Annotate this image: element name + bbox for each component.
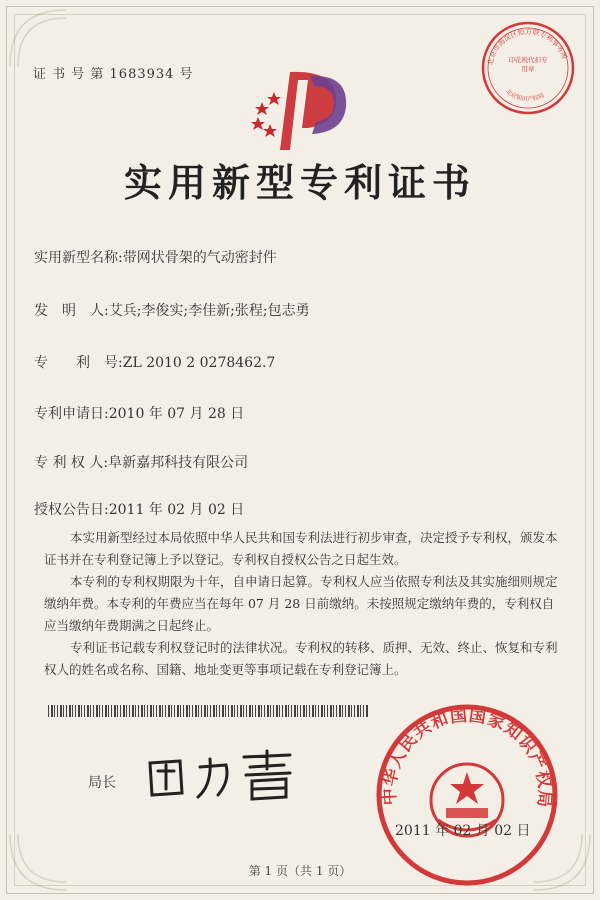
field-value: 带网状骨架的气动密封件 [122, 250, 277, 266]
page-title: 实用新型专利证书 [123, 160, 476, 205]
field-value: 阜新嘉邦科技有限公司 [108, 455, 249, 471]
barcode [48, 705, 368, 717]
field-label: 专 利 号: [34, 355, 123, 371]
corner-ornament-icon [8, 832, 68, 892]
page-footer: 第 1 页（共 1 页） [248, 864, 352, 878]
field-label: 专利申请日: [34, 406, 109, 422]
director-signature [140, 745, 310, 805]
field-inventor [34, 300, 310, 320]
field-value: 2011 年 02 月 02 日 [108, 502, 245, 518]
field-patentee [34, 452, 248, 472]
corner-ornament-icon [8, 8, 68, 68]
body-paragraph-1: 本实用新型经过本局依照中华人民共和国专利法进行初步审查，决定授予专利权，颁发本证书并在专利登记簿上予以登记。专利权自授权公告之日起生效。 [44, 530, 558, 567]
field-patent-number [34, 352, 275, 372]
agency-stamp-bottom-text: 北京知识产权局 [504, 87, 546, 103]
field-label: 专 利 权 人: [34, 455, 109, 471]
svg-text:北京知识产权局 [504, 87, 545, 103]
field-label: 实用新型名称: [34, 250, 123, 266]
certificate-body [44, 527, 564, 681]
field-filing-date [34, 403, 244, 423]
agency-stamp-text: 北京市海淀区恒方联专利事务所 [486, 27, 569, 66]
field-label: 授权公告日: [34, 502, 109, 518]
field-value: ZL 2010 2 0278462.7 [122, 355, 276, 371]
agency-stamp-inner-text: 印花税代扣专用章 [508, 56, 548, 73]
body-paragraph-3: 专利证书记载专利权登记时的法律状况。专利权的转移、质押、无效、终止、恢复和专利权人的姓名或名称、国籍、地址变更等事项记载在专利登记簿上。 [44, 640, 558, 677]
field-utility-model-name [34, 247, 277, 267]
field-value: 艾兵;李俊实;李佳新;张程;包志勇 [108, 303, 310, 319]
field-value: 2010 年 07 月 28 日 [108, 406, 245, 422]
body-paragraph-2: 本专利的专利权期限为十年，自申请日起算。专利权人应当依照专利法及其实施细则规定缴纳年费。本专利的年费应当在每年 07 月 28 日前缴纳。未按照规定缴纳年费的，专利权自应当缴纳年费期满之日起终止。 [44, 574, 558, 633]
patent-office-logo [250, 62, 360, 157]
corner-ornament-icon [532, 832, 592, 892]
official-seal-text: 中华人民共和国国家知识产权局 [379, 705, 555, 809]
agency-stamp [478, 18, 578, 118]
field-label: 发 明 人: [34, 303, 109, 319]
certificate-number: 证 书 号 第 1683934 号 [33, 67, 194, 82]
field-grant-date [34, 499, 244, 519]
seal-date: 2011 年 02 月 02 日 [395, 823, 531, 839]
director-label: 局长 [88, 775, 116, 791]
